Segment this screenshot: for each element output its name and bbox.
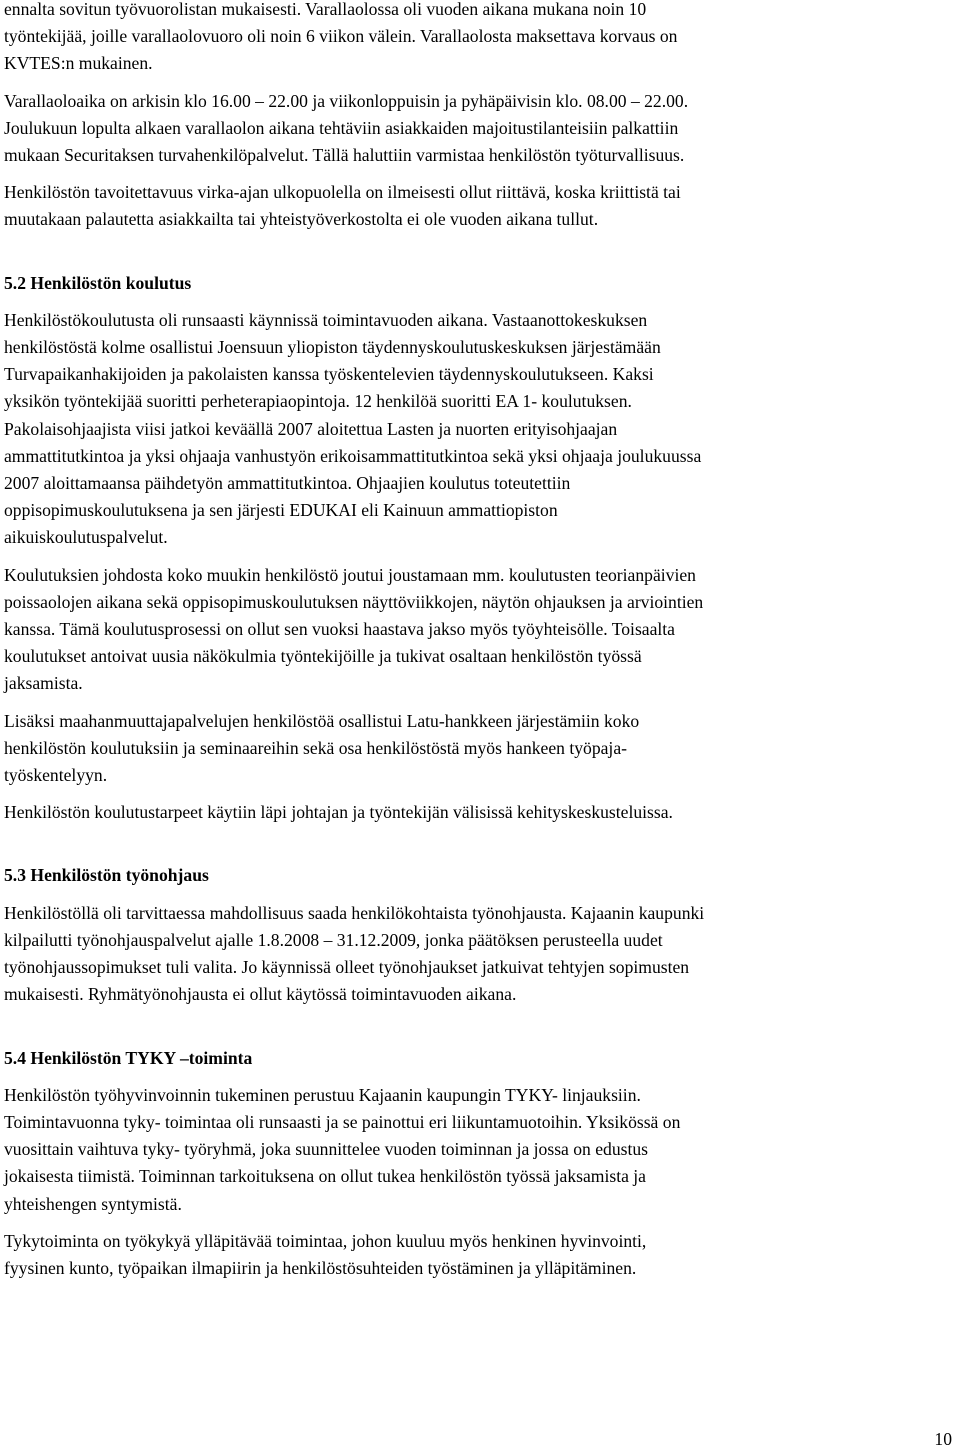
- text-line: jokaisesta tiimistä. Toiminnan tarkoituksena on ollut tukea henkilöstön työssä jaksamista ja: [4, 1166, 646, 1187]
- text-line: jaksamista.: [4, 673, 83, 694]
- text-line: työntekijää, joille varallaolovuoro oli noin 6 viikon välein. Varallaolosta maksettava korvaus on: [4, 26, 678, 47]
- text-line: Varallaoloaika on arkisin klo 16.00 – 22.00 ja viikonloppuisin ja pyhäpäivisin klo. 08.00 – 22.00.: [4, 90, 689, 111]
- text-line: Henkilöstökoulutusta oli runsaasti käynnissä toimintavuoden aikana. Vastaanottokeskuksen: [4, 309, 648, 330]
- text-line: Turvapaikanhakijoiden ja pakolaisten kanssa työskentelevien täydennyskoulutukseen. Kaksi: [4, 364, 654, 385]
- text-line: Henkilöstön työhyvinvoinnin tukeminen perustuu Kajaanin kaupungin TYKY- linjauksiin.: [4, 1084, 641, 1105]
- paragraph-koulutus-2: [4, 562, 956, 698]
- text-line: yksikön työntekijää suoritti perheterapiaopintoja. 12 henkilöä suoritti EA 1- koulutuksen.: [4, 391, 632, 412]
- section-heading-tyonohjaus: 5.3 Henkilöstön työnohjaus: [4, 865, 209, 886]
- text-line: fyysinen kunto, työpaikan ilmapiirin ja henkilöstösuhteiden työstäminen ja ylläpitäminen.: [4, 1257, 637, 1278]
- text-line: kilpailutti työnohjauspalvelut ajalle 1.8.2008 – 31.12.2009, jonka päätöksen perusteella uudet: [4, 929, 663, 950]
- text-line: poissaolojen aikana sekä oppisopimuskoulutuksen näyttöviikkojen, näytön ohjauksen ja arviointien: [4, 591, 704, 612]
- text-line: Tykytoiminta on työkykyä ylläpitävää toimintaa, johon kuuluu myös henkinen hyvinvointi,: [4, 1230, 647, 1251]
- spacer: [4, 1218, 956, 1228]
- text-line: Toimintavuonna tyky- toimintaa oli runsaasti ja se painottui eri liikuntamuotoihin. Yksikössä on: [4, 1111, 681, 1132]
- paragraph-koulutus-1: [4, 307, 956, 552]
- text-line: työnohjaussopimukset tuli valita. Jo käynnissä olleet työnohjaukset jatkuivat tehtyjen sopimusten: [4, 957, 690, 978]
- text-line: mukaan Securitaksen turvahenkilöpalvelut. Tällä haluttiin varmistaa henkilöstön työturvallisuus.: [4, 145, 685, 166]
- paragraph-tyky-1: [4, 1082, 956, 1218]
- paragraph-tyky-2: [4, 1228, 956, 1282]
- spacer: [4, 297, 956, 307]
- spacer: [4, 234, 956, 270]
- text-line: Koulutuksien johdosta koko muukin henkilöstö joutui joustamaan mm. koulutusten teorianpäivien: [4, 564, 696, 585]
- text-line: oppisopimuskoulutuksena ja sen järjesti EDUKAI eli Kainuun ammattiopiston: [4, 500, 558, 521]
- paragraph-varallaoloaika: [4, 88, 956, 170]
- spacer: [4, 78, 956, 88]
- text-line: KVTES:n mukainen.: [4, 53, 153, 74]
- text-line: 2007 aloittamaansa päihdetyön ammattitutkintoa. Ohjaajien koulutus toteutettiin: [4, 473, 571, 494]
- text-line: Henkilöstön koulutustarpeet käytiin läpi johtajan ja työntekijän välisissä kehityskeskusteluissa.: [4, 802, 673, 823]
- text-line: kanssa. Tämä koulutusprosessi on ollut sen vuoksi haastava jakso myös työyhteisölle. Toisaalta: [4, 619, 675, 640]
- text-line: Henkilöstön tavoitettavuus virka-ajan ulkopuolella on ilmeisesti ollut riittävä, koska kriittistä tai: [4, 182, 681, 203]
- text-line: Pakolaisohjaajista viisi jatkoi keväällä 2007 aloitettua Lasten ja nuorten erityisohjaajan: [4, 418, 618, 439]
- spacer: [4, 698, 956, 708]
- paragraph-tavoitettavuus: [4, 179, 956, 233]
- paragraph-koulutus-3: [4, 708, 956, 790]
- text-line: ammattitutkintoa ja yksi ohjaaja vanhustyön erikoisammattitutkintoa sekä yksi ohjaaja joulukuussa: [4, 445, 702, 466]
- page-number: 10: [934, 1429, 952, 1449]
- text-line: Henkilöstöllä oli tarvittaessa mahdollisuus saada henkilökohtaista työnohjausta. Kajaanin kaupunki: [4, 902, 705, 923]
- spacer: [4, 826, 956, 862]
- paragraph-koulutus-4: [4, 799, 956, 826]
- text-line: työskentelyyn.: [4, 765, 108, 786]
- document-page: [4, 0, 956, 1282]
- text-line: Joulukuun lopulta alkaen varallaolon aikana tehtäviin asiakkaiden majoitustilanteisiin palkattiin: [4, 117, 679, 138]
- paragraph-tyonohjaus: [4, 900, 956, 1009]
- spacer: [4, 169, 956, 179]
- text-line: aikuiskoulutuspalvelut.: [4, 527, 168, 548]
- text-line: Lisäksi maahanmuuttajapalvelujen henkilöstöä osallistui Latu-hankkeen järjestämiin koko: [4, 710, 640, 731]
- spacer: [4, 1072, 956, 1082]
- spacer: [4, 552, 956, 562]
- text-line: ennalta sovitun työvuorolistan mukaisesti. Varallaolossa oli vuoden aikana mukana noin 10: [4, 0, 647, 19]
- paragraph-intro: [4, 0, 956, 78]
- text-line: mukaisesti. Ryhmätyönohjausta ei ollut käytössä toimintavuoden aikana.: [4, 984, 517, 1005]
- spacer: [4, 789, 956, 799]
- section-heading-koulutus: 5.2 Henkilöstön koulutus: [4, 272, 192, 293]
- spacer: [4, 890, 956, 900]
- text-line: vuosittain vaihtuva tyky- työryhmä, joka suunnittelee vuoden toiminnan ja jossa on edustus: [4, 1139, 649, 1160]
- text-line: henkilöstön koulutuksiin ja seminaareihin sekä osa henkilöstöstä myös hankeen työpaja-: [4, 737, 627, 758]
- text-line: yhteishengen syntymistä.: [4, 1193, 182, 1214]
- text-line: koulutukset antoivat uusia näkökulmia työntekijöille ja tukivat osaltaan henkilöstön työssä: [4, 646, 642, 667]
- section-heading-tyky: 5.4 Henkilöstön TYKY –toiminta: [4, 1047, 253, 1068]
- spacer: [4, 1009, 956, 1045]
- text-line: muutakaan palautetta asiakkailta tai yhteistyöverkostolta ei ole vuoden aikana tullut.: [4, 209, 599, 230]
- text-line: henkilöstöstä kolme osallistui Joensuun yliopiston täydennyskoulutuskeskuksen järjestämään: [4, 337, 661, 358]
